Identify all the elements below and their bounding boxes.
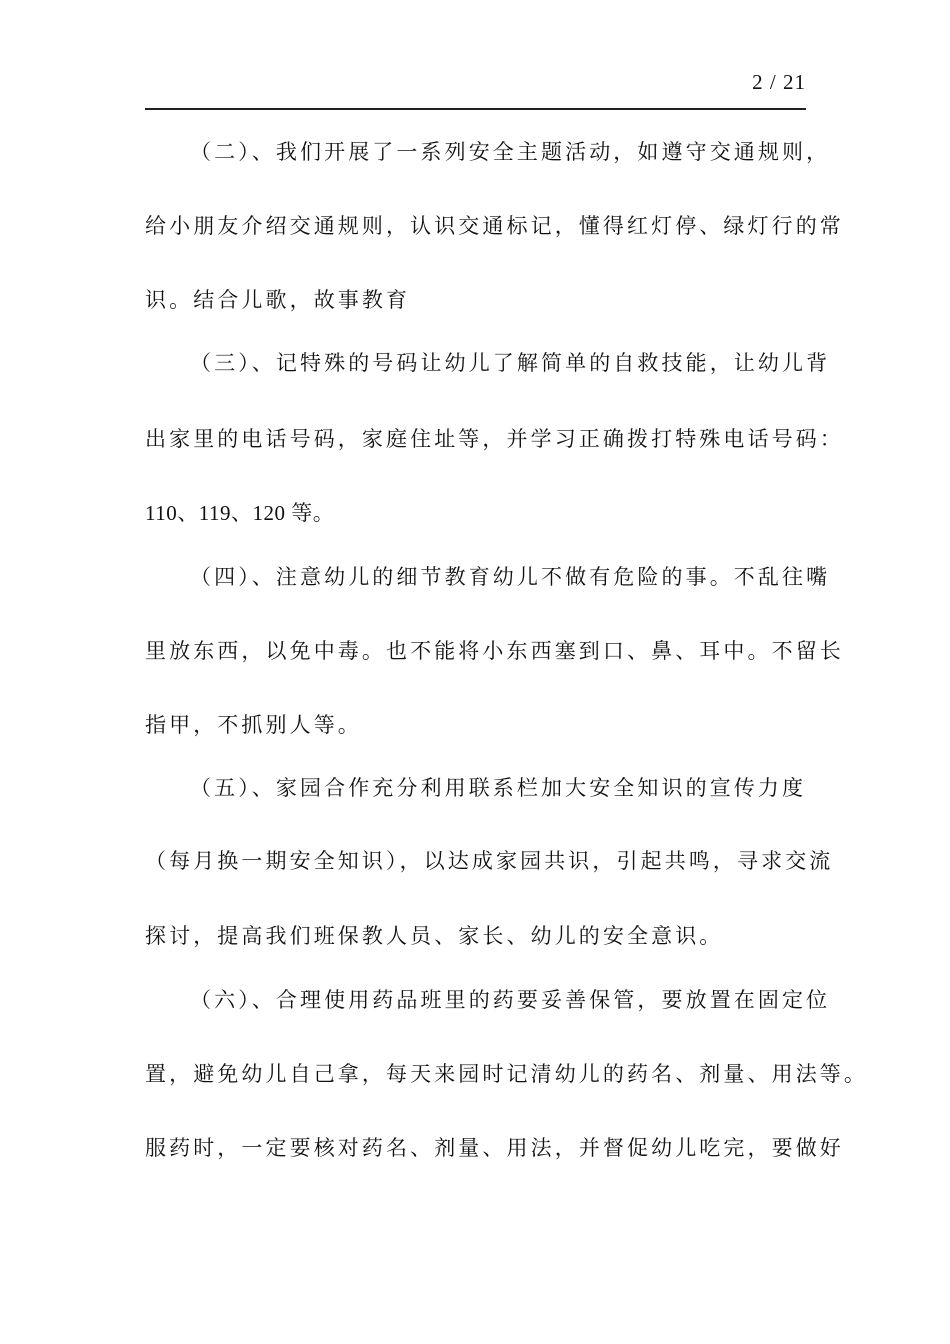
paragraph-line: 探讨，提高我们班保教人员、家长、幼儿的安全意识。: [145, 924, 724, 948]
paragraph-line: 110、119、120 等。: [145, 501, 335, 525]
paragraph-line: 指甲，不抓别人等。: [145, 713, 362, 737]
paragraph-line: （五）、家园合作充分利用联系栏加大安全知识的宣传力度: [190, 776, 807, 800]
paragraph-line: 出家里的电话号码，家庭住址等，并学习正确拨打特殊电话号码：: [145, 427, 844, 451]
paragraph-line: 给小朋友介绍交通规则，认识交通标记，懂得红灯停、绿灯行的常: [145, 214, 844, 238]
paragraph-line: 识。结合儿歌，故事教育: [145, 288, 411, 312]
paragraph-line: （每月换一期安全知识），以达成家园共识，引起共鸣，寻求交流: [145, 849, 834, 873]
paragraph-line: 里放东西，以免中毒。也不能将小东西塞到口、鼻、耳中。不留长: [145, 639, 844, 663]
paragraph-line: （三）、记特殊的号码让幼儿了解简单的自救技能，让幼儿背: [190, 351, 831, 375]
paragraph-line: 置，避免幼儿自己拿，每天来园时记清幼儿的药名、剂量、用法等。: [145, 1062, 868, 1086]
header-rule: [145, 108, 806, 110]
paragraph-line: 服药时，一定要核对药名、剂量、用法，并督促幼儿吃完，要做好: [145, 1136, 844, 1160]
page-number: 2 / 21: [752, 70, 806, 94]
paragraph-line: （四）、注意幼儿的细节教育幼儿不做有危险的事。不乱往嘴: [190, 565, 831, 589]
paragraph-line: （六）、合理使用药品班里的药要妥善保管，要放置在固定位: [190, 988, 831, 1012]
paragraph-line: （二）、我们开展了一系列安全主题活动，如遵守交通规则，: [190, 140, 831, 164]
